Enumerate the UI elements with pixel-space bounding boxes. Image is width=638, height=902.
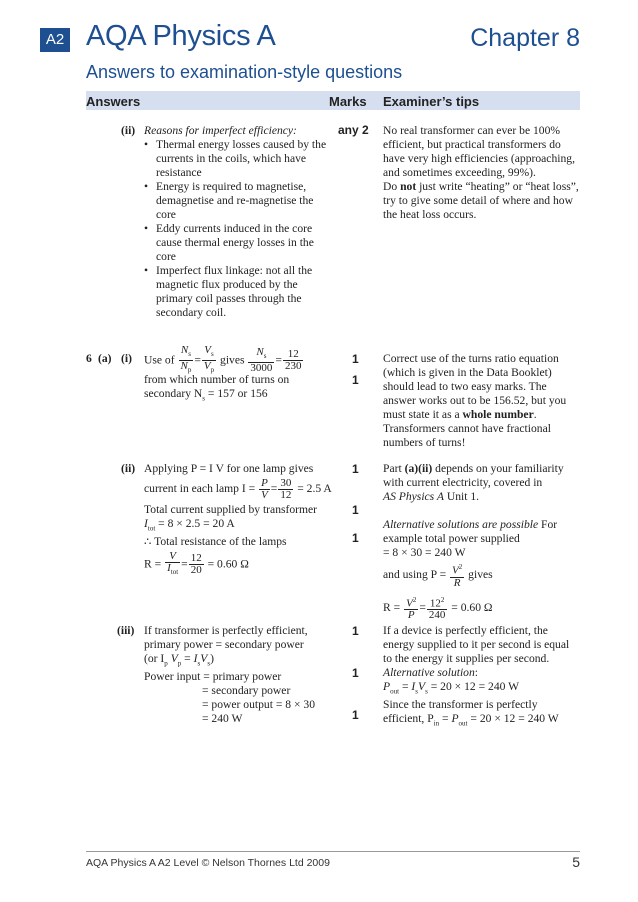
fraction: $\frac{N_s}{3000}$ xyxy=(250,346,273,375)
footer-copyright: AQA Physics A A2 Level © Nelson Thornes Ltd 2009 xyxy=(86,857,330,869)
list-item: • Imperfect flux linkage: not all the magnetic flux produced by the primary coil passes through the secondary coil. xyxy=(144,264,334,320)
answer-block: Applying P = I V for one lamp gives current in each lamp I = $\frac{P}{V}$ = $\frac{30}{12}$ = 2.5 A Total current supplied by transformer $I_{tot} = 8 \times 2.5 = 20$ A ∴ Total resistance of the lamps R = $\frac{V}{I_{tot}}$ = $\frac{12}{20}$ = 0.60 Ω xyxy=(144,462,332,577)
footer-divider xyxy=(86,851,580,852)
page-number: 5 xyxy=(572,854,580,870)
mark-value: 1 xyxy=(352,373,359,387)
tip-block: If a device is perfectly efficient, the energy supplied to it per second is equal to the energy it supplies per second. Alternative solution: $P_{out} = I_sV_s = 20 \times 12 = 240$ W Since the transformer is perfectly efficient, $P_{in} = P_{out} = 20 \times 12 = 240$ W xyxy=(383,624,570,728)
mark-value: 1 xyxy=(352,503,359,517)
fraction: $\frac{12}{20}$ xyxy=(190,552,202,577)
fraction: $\frac{V^2}{P}$ xyxy=(406,595,417,622)
answer-block xyxy=(144,124,334,320)
aqa-physics-logo: AQA Physics A xyxy=(86,20,276,52)
fraction: $\frac{12}{230}$ xyxy=(284,348,302,373)
level-badge: A2 xyxy=(40,28,70,52)
mark-value: any 2 xyxy=(338,123,369,137)
mark-value: 1 xyxy=(352,624,359,638)
fraction: $\frac{V_s}{V_p}$ xyxy=(203,344,215,375)
mark-value: 1 xyxy=(352,462,359,476)
tip-text: No real transformer can ever be 100% efficient, but practical transformers do have very high efficiencies (approaching, and sometimes exceeding, 99%). xyxy=(383,124,575,179)
part-label: (a) xyxy=(98,352,112,365)
subpart-label: (iii) xyxy=(117,624,135,637)
list-item: • Energy is required to magnetise, demagnetise and re-magnetise the core xyxy=(144,180,334,222)
turns-ratio-equation: Use of $\frac{N_s}{N_p}$ = $\frac{V_s}{V_p}$ gives $\frac{N_s}{3000}$ = $\frac{12}{230}$ xyxy=(144,344,302,375)
mark-value: 1 xyxy=(352,352,359,366)
part-label: (ii) xyxy=(121,124,136,137)
list-item: • Thermal energy losses caused by the currents in the coils, which have resistance xyxy=(144,138,334,180)
col-marks-header: Marks xyxy=(329,94,367,109)
mark-value: 1 xyxy=(352,666,359,680)
fraction: $\frac{12^2}{240}$ xyxy=(428,595,446,622)
tip-block xyxy=(383,124,580,222)
tip-block: Part (a)(ii) depends on your familiarity with current electricity, covered in AS Physics A Unit 1. Alternative solutions are possible For example total power supplied = 8 × 30 = 240 W and using P = $\frac{V^2}{R}$ gives R = $\frac{V^2}{P}$ = $\frac{12^2}{240}$ = 0.60 Ω xyxy=(383,462,564,622)
page-subtitle: Answers to examination-style questions xyxy=(86,62,403,82)
subpart-label: (i) xyxy=(121,352,132,365)
tip-text: Correct use of the turns ratio equation (which is given in the Data Booklet) should lead to two easy marks. The answer works out to be 156.52, but you must state it as a whole number. Transformers cannot have fractional numbers of turns! xyxy=(383,352,567,449)
tip-text: Do not just write “heating” or “heat loss”, try to give some detail of where and how the heat loss occurs. xyxy=(383,180,579,221)
subpart-label: (ii) xyxy=(121,462,136,475)
question-number: 6 xyxy=(86,352,92,365)
answer-block: from which number of turns on secondary $N_s = 157$ or 156 xyxy=(144,373,290,403)
fraction: $\frac{V^2}{R}$ xyxy=(452,563,463,589)
col-tips-header: Examiner’s tips xyxy=(383,94,480,109)
answer-block: If transformer is perfectly efficient, primary power = secondary power (or $I_p$ $V_p = I_sV_s$) Power input = primary power = secondary power = power output = 8 × 30 = 240 W xyxy=(144,624,315,726)
fraction: $\frac{N_s}{N_p}$ xyxy=(180,344,192,375)
reasons-list xyxy=(144,138,334,320)
mark-value: 1 xyxy=(352,531,359,545)
list-item: • Eddy currents induced in the core cause thermal energy losses in the core xyxy=(144,222,334,264)
mark-value: 1 xyxy=(352,708,359,722)
answer-heading: Reasons for imperfect efficiency: xyxy=(144,124,297,137)
fraction: $\frac{P}{V}$ xyxy=(261,477,268,501)
fraction: $\frac{V}{I_{tot}}$ xyxy=(167,550,179,577)
col-answers-header: Answers xyxy=(86,94,141,109)
chapter-title: Chapter 8 xyxy=(470,24,580,52)
fraction: $\frac{30}{12}$ xyxy=(280,477,292,501)
